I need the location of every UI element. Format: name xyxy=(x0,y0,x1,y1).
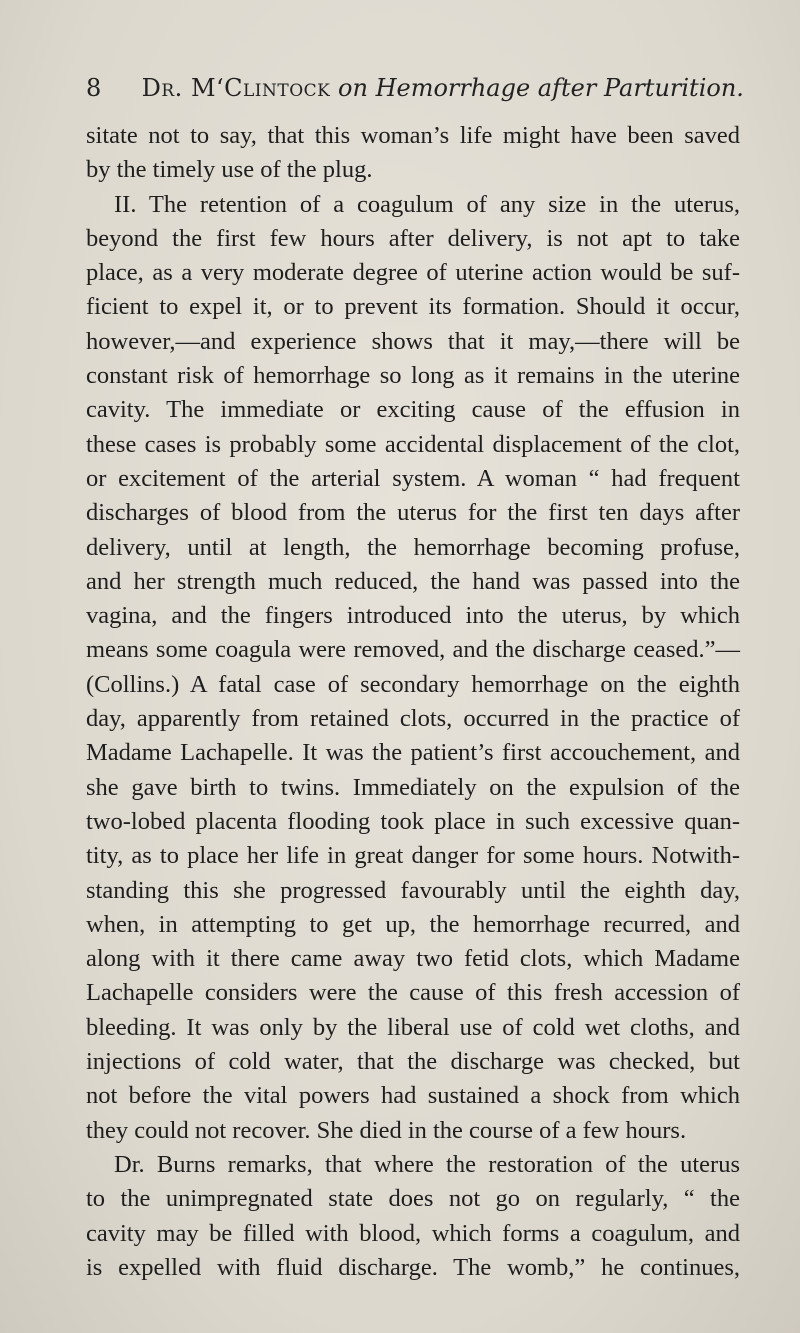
text-line: these cases is probably some accidental displacement of the clot, xyxy=(86,430,740,458)
text-line: when, in attempting to get up, the hemorrhage recurred, and xyxy=(86,910,740,938)
text-line: not before the vital powers had sustained a shock from which xyxy=(86,1082,740,1110)
text-line: along with it there came away two fetid clots, which Madame xyxy=(86,945,740,973)
text-line: ficient to expel it, or to prevent its formation. Should it occur, xyxy=(86,293,740,321)
page-number: 8 xyxy=(86,74,102,102)
text-line: or excitement of the arterial system. A woman “ had frequent xyxy=(86,464,740,492)
text-line: discharges of blood from the uterus for the first ten days after xyxy=(86,499,740,527)
text-line: delivery, until at length, the hemorrhage becoming profuse, xyxy=(86,533,740,561)
text-line: II. The retention of a coagulum of any size in the uterus, xyxy=(114,190,740,218)
text-line: she gave birth to twins. Immediately on the expulsion of the xyxy=(86,773,740,801)
running-head-connector: on xyxy=(338,74,368,102)
text-line: injections of cold water, that the discharge was checked, but xyxy=(86,1048,740,1076)
text-line: two-lobed placenta flooding took place in such excessive quan- xyxy=(86,807,740,835)
text-line: by the timely use of the plug. xyxy=(86,156,373,184)
text-line: bleeding. It was only by the liberal use of cold wet cloths, and xyxy=(86,1013,740,1041)
text-line: place, as a very moderate degree of uterine action would be suf- xyxy=(86,259,740,287)
text-line: Lachapelle considers were the cause of this fresh accession of xyxy=(86,979,740,1007)
running-head-author: Dr. M‘Clintock xyxy=(141,74,331,102)
text-line: Dr. Burns remarks, that where the restoration of the uterus xyxy=(114,1150,740,1178)
text-line: vagina, and the fingers introduced into the uterus, by which xyxy=(86,602,740,630)
text-line: day, apparently from retained clots, occurred in the practice of xyxy=(86,705,740,733)
text-line: (Collins.) A fatal case of secondary hemorrhage on the eighth xyxy=(86,670,740,698)
text-line: Madame Lachapelle. It was the patient’s first accouchement, and xyxy=(86,739,740,767)
text-line: sitate not to say, that this woman’s life might have been saved xyxy=(86,122,740,149)
body-text xyxy=(86,119,740,1285)
running-head-title: Hemorrhage after Parturition. xyxy=(375,74,744,102)
text-line: cavity may be filled with blood, which forms a coagulum, and xyxy=(86,1219,740,1247)
text-line: however,—and experience shows that it may,—there will be xyxy=(86,327,740,355)
text-line: tity, as to place her life in great danger for some hours. Notwith- xyxy=(86,842,740,870)
text-line: is expelled with fluid discharge. The womb,” he continues, xyxy=(86,1253,740,1281)
text-line: constant risk of hemorrhage so long as it remains in the uterine xyxy=(86,362,740,390)
text-line: standing this she progressed favourably until the eighth day, xyxy=(86,876,740,904)
text-line: and her strength much reduced, the hand was passed into the xyxy=(86,567,740,595)
text-line: they could not recover. She died in the course of a few hours. xyxy=(86,1116,687,1144)
text-line: cavity. The immediate or exciting cause of the effusion in xyxy=(86,396,740,424)
text-line: to the unimpregnated state does not go on regularly, “ the xyxy=(86,1185,740,1213)
text-line: beyond the first few hours after delivery, is not apt to take xyxy=(86,224,740,252)
text-line: means some coagula were removed, and the discharge ceased.”— xyxy=(86,636,740,664)
running-head xyxy=(86,74,744,112)
